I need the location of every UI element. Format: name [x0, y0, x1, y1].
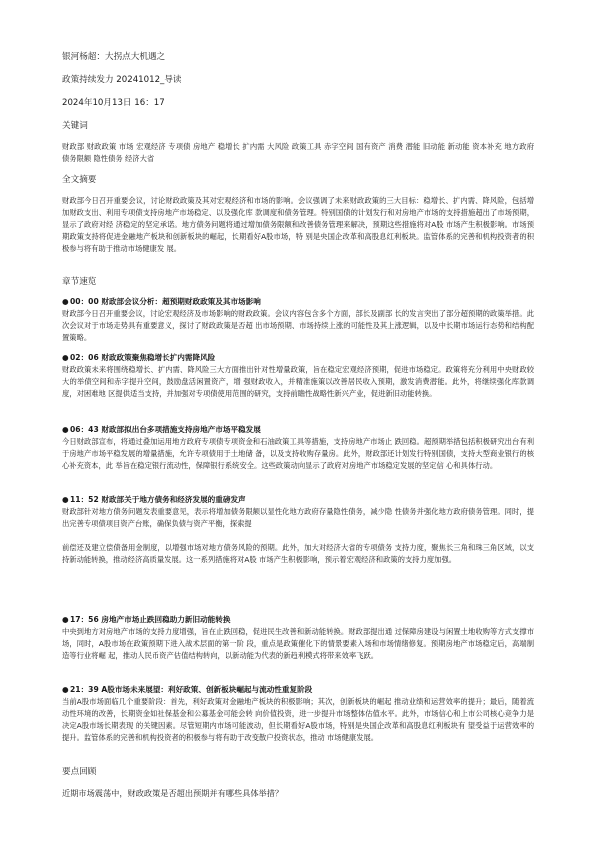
chapter-item [62, 684, 534, 758]
chapter-title: ●21：39 A股市场未来展望：利好政策、创新板块崛起与流动性重复阶段 [62, 685, 313, 694]
chapter-title: ●06：43 财政部拟出台多项措施支持房地产市场平稳发展 [62, 425, 261, 434]
chapter-text: 当前A股市场面临几个重要阶段：首先，利好政策对金融地产板块的积极影响；其次，创新板块的崛起 推动业绩和运营效率的提升；最后，随着流动性环境的改善，长期资金如社保基金和公募基金可能会转 向价值投资，进一步提升市场整体估值水平。此外，市场信心和上市公司核心竞争力是决定A股市场长期表现 的关键因素。尽管短期内市场可能波动，但长期看好A股市场，特别是央国企改革和高股息红利板块有 望受益于运营效率的提升。监管体系的完善和机构投资者的积极参与将有助于改变散户投资状态，推动 市场健康发展。 [62, 697, 534, 742]
chapter-text: 财政部今日召开重要会议，讨论宏观经济及市场影响的财政政策。会议内容包含多个方面，部长及副部 长的发言突出了部分超预期的政策举措。此次会议对于市场走势具有重要意义，探讨了财政政策是否超 出市场预期、市场持续上涨的可能性及其上涨逻辑，以及中长期市场运行态势和结构配置策略。 [62, 309, 534, 342]
chapter-text: 财政部针对地方债务问题发表重要意见，表示将增加债务限额以显性化地方政府存量隐性债务，减少隐 性债务并强化地方政府债务管理。同时，提出完善专项债项目资产台账，确保负债与资产平衡，探索提 前偿还及建立偿债备用金制度，以增强市场对地方债务风险的预期。此外，加大对经济大省的专项债务 支持力度，聚焦长三角和珠三角区域，以支持新动能转换，推动经济高质量发展。这一系列措施将对A股 市场产生积极影响，预示着宏观经济和政策的支持力度加强。 [62, 507, 534, 564]
doc-title-line2: 政策持续发力 20241012_导读 [62, 75, 182, 85]
review-heading: 要点回顾 [62, 767, 97, 777]
doc-timestamp: 2024年10月13日 16：17 [62, 98, 165, 108]
bullet-icon: ● [62, 495, 69, 504]
review-question: 近期市场震荡中，财政政策是否超出预期并有哪些具体举措？ [62, 788, 284, 798]
chapter-title: ●17：56 房地产市场止跌回稳助力新旧动能转换 [62, 615, 231, 624]
chapter-item [62, 614, 534, 676]
chapter-text: 中央到地方对房地产市场的支持力度增强，旨在止跌回稳，促进民生改善和新动能转换。财政部提出通 过保障房建设与闲置土地收购等方式支撑市场，同时，A股市场在政策预期下进入战术层面的第一阶 段，重点是政策催化下的情景要素入场和市场情绪修复。预期房地产市场稳定后，高端制造等行业将崛 起，推动人民币资产估值结构转向，以新动能为代表的新趋利模式将带来效率飞跃。 [62, 627, 534, 660]
chapter-item [62, 352, 534, 414]
chapter-title: ●02：06 财政政策聚焦稳增长扩内需降风险 [62, 353, 216, 362]
doc-title-line1: 银河杨超：大拐点大机遇之 [62, 52, 166, 62]
chapter-item [62, 494, 534, 622]
bullet-icon: ● [62, 425, 69, 434]
summary-heading: 全文摘要 [62, 175, 97, 185]
chapter-text: 财政政策未来将围绕稳增长、扩内需、降风险三大方面推出针对性增量政策，旨在稳定宏观经济预期，促进市场稳定。政策将充分利用中央财政较大的举债空间和赤字提升空间，鼓励盘活闲置资产，增 强财政收入，并精准施策以改善居民收入预期，激发消费潜能。此外，将继续强化库款调度，对困难地 区提供适当支持，并加强对专项债使用范围的研究，支持前瞻性战略性新兴产业，促进新旧动能转换。 [62, 365, 534, 398]
chapters-heading: 章节速览 [62, 277, 97, 287]
chapter-item [62, 296, 534, 346]
bullet-icon: ● [62, 353, 69, 362]
chapter-text: 今日财政部宣布，将通过叠加运用地方政府专项债专项资金和石油政策工具等措施，支持房地产市场止 跌回稳。超预期举措包括积极研究出台有利于房地产市场平稳发展的增量措施，允许专项债用于土地储 备，以及支持收购存量房。此外，财政部还计划发行特别国债，支持大型商业银行的核心补充资本，此 举旨在稳定银行流动性，保障银行系统安全。这些政策动向显示了政府对房地产市场稳定发展的坚定信 心和具体行动。 [62, 437, 534, 470]
chapter-title: ●00：00 财政部会议分析：超预期财政政策及其市场影响 [62, 297, 261, 306]
bullet-icon: ● [62, 615, 69, 624]
bullet-icon: ● [62, 685, 69, 694]
chapter-item [62, 424, 534, 498]
bullet-icon: ● [62, 297, 69, 306]
keywords-heading: 关键词 [62, 121, 88, 131]
summary-text: 财政部今日召开重要会议，讨论财政政策及其对宏观经济和市场的影响。会议强调了未来财政政策的三大目标：稳增长、扩内需、降风险，包括增加财政支出、利用专项债支持房地产市场稳定、以及强化库 款调度和债务管理。特别国债的计划发行和对房地产市场的支持措施超出了市场预期，显示了政府对经 济稳定的坚定承诺。地方债务问题将通过增加债务限额和改善债务管理来解决，预期这些措施将对A股 市场产生积极影响。市场预期政策支持将促进金融地产板块和创新板块的崛起，长期看好A股市场，特 别是央国企改革和高股息红利板块。监管体系的完善和机构投资者的积极参与将有助于推动市场健康发 展。 [62, 196, 534, 253]
chapter-title: ●11：52 财政部关于地方债务和经济发展的重磅发声 [62, 495, 246, 504]
keywords-text: 财政部 财政政策 市场 宏观经济 专项债 房地产 稳增长 扩内需 大风险 政策工具 赤字空间 国有资产 消费 潜能 旧动能 新动能 资本补充 地方政府 债务限额 隐性债务 经济大省 [62, 142, 534, 163]
